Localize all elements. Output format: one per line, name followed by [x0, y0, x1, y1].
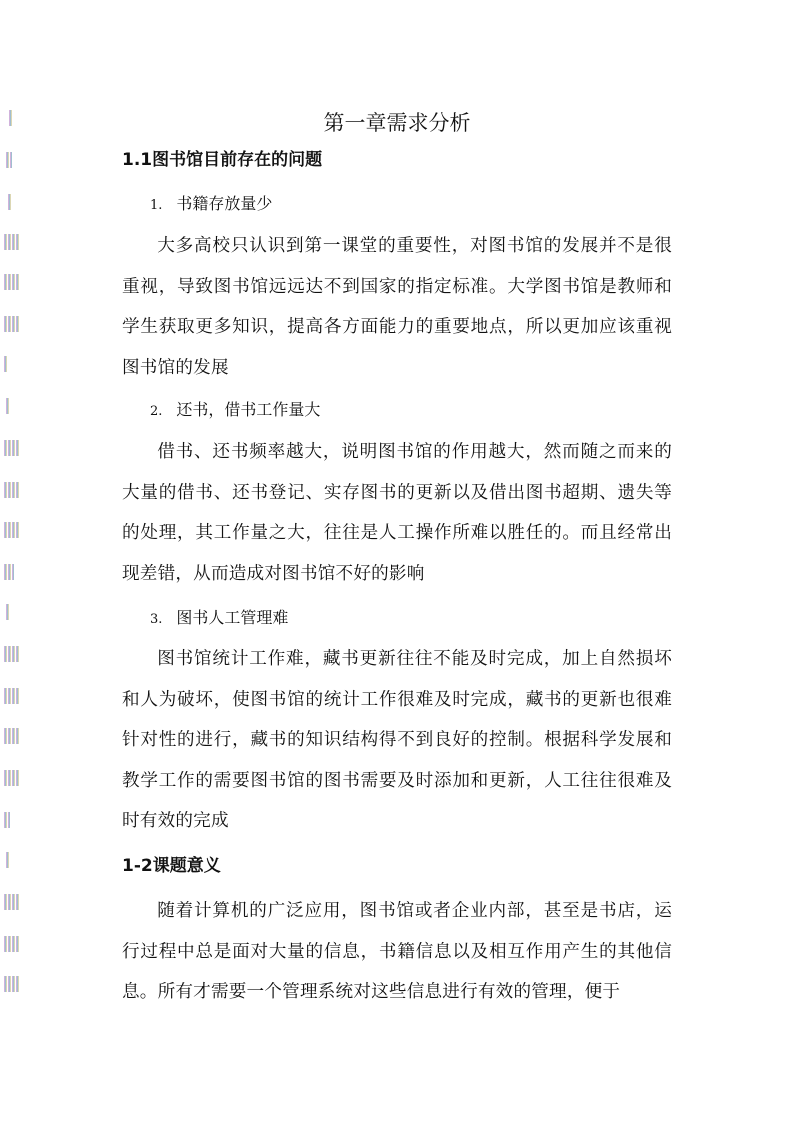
- subheading-item-2: [150, 398, 320, 424]
- paragraph-significance: 随着计算机的广泛应用，图书馆或者企业内部，甚至是书店，运行过程中总是面对大量的信息，书籍信息以及相互作用产生的其他信息。所有才需要一个管理系统对这些信息进行有效的管理，便于: [122, 901, 672, 1002]
- margin-mark: [4, 564, 14, 580]
- margin-mark: [4, 770, 20, 786]
- margin-mark: [6, 398, 10, 414]
- item-number: 2.: [150, 404, 163, 419]
- margin-mark: [4, 522, 20, 538]
- item-title: 书籍存放量少: [176, 194, 273, 213]
- margin-mark: [4, 976, 20, 992]
- margin-mark: [4, 646, 20, 662]
- paragraph-item-3: 图书馆统计工作难，藏书更新往往不能及时完成，加上自然损坏和人为破坏，使图书馆的统计工作很难及时完成，藏书的更新也很难针对性的进行，藏书的知识结构得不到良好的控制。根据科学发展和教学工作的需要图书馆的图书需要及时添加和更新，人工往往很难及时有效的完成: [122, 649, 672, 831]
- subheading-item-3: [150, 606, 288, 632]
- paragraph-item-2: 借书、还书频率越大，说明图书馆的作用越大，然而随之而来的大量的借书、还书登记、实存图书的更新以及借出图书超期、遗失等的处理，其工作量之大，往往是人工操作所难以胜任的。而且经常出现差错，从而造成对图书馆不好的影响: [122, 442, 672, 584]
- margin-mark: [4, 812, 10, 828]
- margin-mark: [4, 234, 20, 250]
- chapter-title: 第一章需求分析: [323, 111, 471, 135]
- margin-mark: [4, 728, 20, 744]
- margin-mark: [4, 356, 8, 372]
- left-margin-artifacts: [0, 100, 30, 1000]
- margin-mark: [6, 152, 12, 168]
- margin-mark: [4, 316, 20, 332]
- margin-mark: [8, 194, 11, 210]
- margin-mark: [4, 894, 20, 910]
- margin-mark: [4, 440, 20, 456]
- margin-mark: [4, 936, 20, 952]
- item-title: 图书人工管理难: [176, 608, 289, 627]
- paragraph-item-1: 大多高校只认识到第一课堂的重要性，对图书馆的发展并不是很重视，导致图书馆远远达不到国家的指定标准。大学图书馆是教师和学生获取更多知识，提高各方面能力的重要地点，所以更加应该重视图书馆的发展: [122, 236, 672, 378]
- margin-mark: [6, 852, 10, 868]
- margin-mark: [6, 604, 10, 620]
- section-heading-significance: 1-2课题意义: [122, 856, 221, 876]
- item-number: 3.: [150, 612, 163, 627]
- item-number: 1.: [150, 198, 163, 213]
- section-heading-problems: 1.1图书馆目前存在的问题: [122, 150, 323, 170]
- margin-mark: [4, 688, 20, 704]
- margin-mark: [4, 274, 20, 290]
- subheading-item-1: [150, 192, 272, 218]
- margin-mark: [4, 482, 20, 498]
- item-title: 还书，借书工作量大: [176, 400, 321, 419]
